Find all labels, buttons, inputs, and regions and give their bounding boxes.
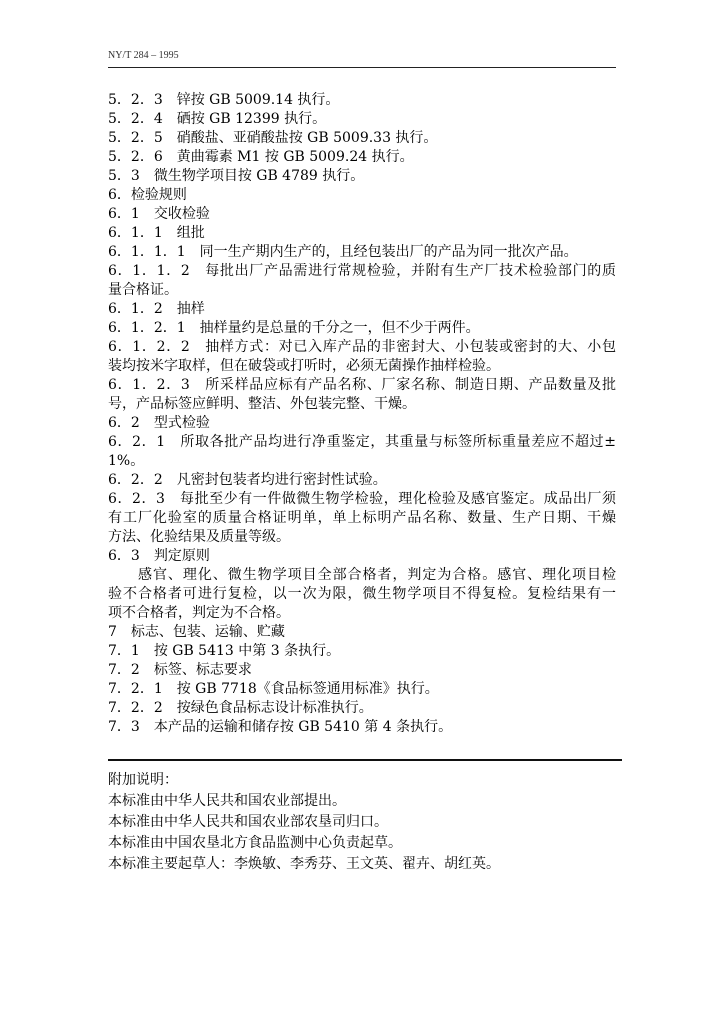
header-rule bbox=[108, 67, 616, 68]
clause-6-2-2: 6．2．2 凡密封包装者均进行密封性试验。 bbox=[108, 472, 387, 488]
clause-6-1-2-2: 6．1．2．2 抽样方式：对已入库产品的非密封大、小包装或密封的大、小包 bbox=[108, 339, 616, 355]
clause-6-1-1-1: 6．1．1．1 同一生产期内生产的，且经包装出厂的产品为同一批次产品。 bbox=[108, 244, 578, 260]
standard-code: NY/T 284 – 1995 bbox=[108, 50, 179, 61]
clause-7-2-2: 7．2．2 按绿色食品标志设计标准执行。 bbox=[108, 700, 373, 716]
clause-6-2-3-cont-1: 有工厂化验室的质量合格证明单，单上标明产品名称、数量、生产日期、干燥 bbox=[108, 510, 616, 526]
clause-5-2-6: 5．2．6 黄曲霉素 M1 按 GB 5009.24 执行。 bbox=[108, 149, 414, 165]
clause-5-2-3: 5．2．3 锌按 GB 5009.14 执行。 bbox=[108, 92, 340, 108]
clause-6-1-2-2-cont: 装均按米字取样，但在破袋或打听时，必须无菌操作抽样检验。 bbox=[108, 358, 500, 374]
clause-6-3-paragraph-cont-2: 项不合格者，判定为不合格。 bbox=[108, 605, 290, 621]
appendix-note-drafter: 本标准由中国农垦北方食品监测中心负责起草。 bbox=[108, 835, 402, 851]
clause-7-1: 7．1 按 GB 5413 中第 3 条执行。 bbox=[108, 643, 341, 659]
clause-7-2-heading: 7．2 标签、标志要求 bbox=[108, 662, 252, 678]
document-body bbox=[108, 91, 620, 737]
clause-6-2-3-cont-2: 方法、化验结果及质量等级。 bbox=[108, 529, 290, 545]
appendix-title: 附加说明： bbox=[108, 772, 178, 788]
clause-6-1-2-1: 6．1．2．1 抽样量约是总量的千分之一，但不少于两件。 bbox=[108, 320, 480, 336]
clause-6-1-2-3-cont: 号，产品标签应鲜明、整洁、外包装完整、干燥。 bbox=[108, 396, 416, 412]
appendix-note-administrator: 本标准由中华人民共和国农业部农垦司归口。 bbox=[108, 814, 388, 830]
clause-6-3-paragraph-cont-1: 验不合格者可进行复检，以一次为限，微生物学项目不得复检。复检结果有一 bbox=[108, 586, 616, 602]
clause-5-3: 5．3 微生物学项目按 GB 4789 执行。 bbox=[108, 168, 365, 184]
clause-7-3: 7．3 本产品的运输和储存按 GB 5410 第 4 条执行。 bbox=[108, 719, 453, 735]
clause-6-3-heading: 6．3 判定原则 bbox=[108, 548, 210, 564]
clause-6-2-1: 6．2．1 所取各批产品均进行净重鉴定，其重量与标签所标重量差应不超过± bbox=[108, 434, 616, 450]
clause-6-2-heading: 6．2 型式检验 bbox=[108, 415, 210, 431]
appendix-note-proposer: 本标准由中华人民共和国农业部提出。 bbox=[108, 793, 346, 809]
clause-5-2-5: 5．2．5 硝酸盐、亚硝酸盐按 GB 5009.33 执行。 bbox=[108, 130, 438, 146]
section-7-heading: 7 标志、包装、运输、贮藏 bbox=[108, 624, 285, 640]
clause-6-1-heading: 6．1 交收检验 bbox=[108, 206, 210, 222]
clause-6-1-2-heading: 6．1．2 抽样 bbox=[108, 301, 205, 317]
appendix-note-authors: 本标准主要起草人：李焕敏、李秀芬、王文英、翟卉、胡红英。 bbox=[108, 856, 500, 872]
section-6-heading: 6．检验规则 bbox=[108, 187, 187, 203]
clause-6-1-1-2-cont: 量合格证。 bbox=[108, 282, 178, 298]
appendix-notes bbox=[108, 770, 620, 875]
clause-6-1-1-heading: 6．1．1 组批 bbox=[108, 225, 205, 241]
clause-6-2-1-cont: 1%。 bbox=[108, 453, 145, 469]
clause-6-1-1-2: 6．1．1．2 每批出厂产品需进行常规检验，并附有生产厂技术检验部门的质 bbox=[108, 263, 616, 279]
clause-5-2-4: 5．2．4 硒按 GB 12399 执行。 bbox=[108, 111, 327, 127]
clause-6-1-2-3: 6．1．2．3 所采样品应标有产品名称、厂家名称、制造日期、产品数量及批 bbox=[108, 377, 616, 393]
appendix-divider bbox=[108, 759, 622, 761]
clause-6-2-3: 6．2．3 每批至少有一件做微生物学检验，理化检验及感官鉴定。成品出厂须 bbox=[108, 491, 616, 507]
clause-6-3-paragraph: 感官、理化、微生物学项目全部合格者，判定为合格。感官、理化项目检 bbox=[138, 567, 616, 583]
clause-7-2-1: 7．2．1 按 GB 7718《食品标签通用标准》执行。 bbox=[108, 681, 439, 697]
